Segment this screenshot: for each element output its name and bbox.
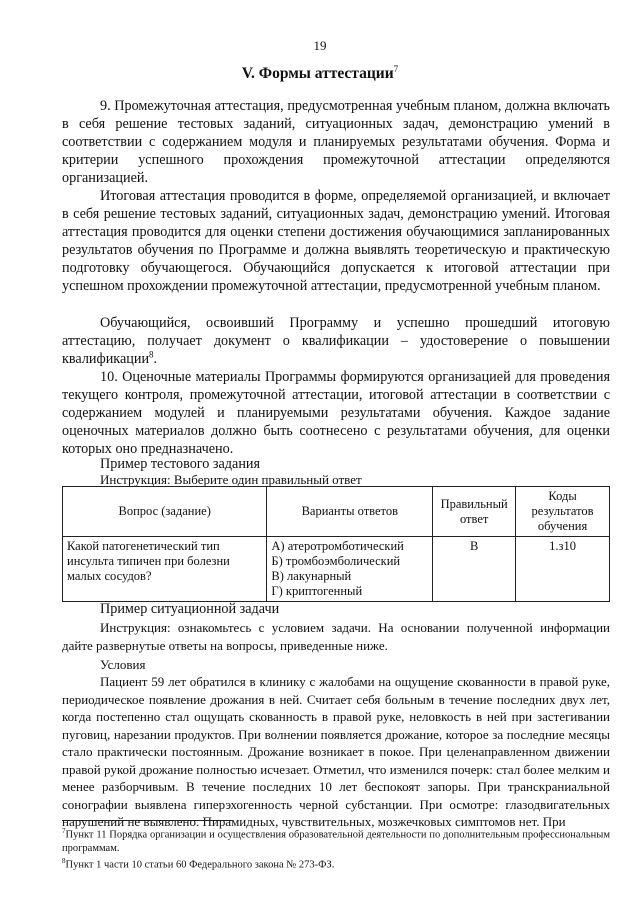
footnote-mark-7: 7 xyxy=(393,64,399,74)
test-task-table xyxy=(62,486,610,602)
paragraph-final-attestation: Итоговая аттестация проводится в форме, определяемой организацией, и включает в себя решение тестовых заданий, ситуационных задач, демонстрацию умений. Итоговая аттестация проводится для оценки степени достижения обучающимися запланированных результатов обучения по Программе и должна выявлять теоретическую и практическую подготовку обучающегося. Обучающийся допускается к итоговой аттестации при успешном прохождении промежуточной аттестации, предусмотренной учебным планом. xyxy=(62,188,610,294)
header-result-codes: Коды результатов обучения xyxy=(516,487,610,537)
section-heading-text: V. Формы аттестации xyxy=(241,65,394,83)
test-example-instruction: Инструкция: Выберите один правильный ответ xyxy=(100,472,362,487)
footnote-divider xyxy=(62,820,232,821)
page-number: 19 xyxy=(313,38,327,53)
option-b: Б) тромбоэмболический xyxy=(271,554,401,568)
cell-result-code: 1.з10 xyxy=(516,537,610,602)
cell-correct-answer: В xyxy=(433,537,516,602)
paragraph-qualification-document: Обучающийся, освоивший Программу и успешно прошедший итоговую аттестацию, получает документ о квалификации – удостоверение о повышении квалификации$^8$. xyxy=(62,315,610,367)
table-row xyxy=(63,537,610,602)
footnote-mark-8: 8 xyxy=(149,349,154,360)
section-heading xyxy=(0,64,640,83)
header-options: Варианты ответов xyxy=(267,487,433,537)
conditions-label: Условия xyxy=(100,657,146,672)
case-example-title: Пример ситуационной задачи xyxy=(100,601,280,617)
header-question: Вопрос (задание) xyxy=(63,487,267,537)
option-c: В) лакунарный xyxy=(271,569,352,583)
option-a: А) атеротромботический xyxy=(271,539,404,553)
table-header-row xyxy=(63,487,610,537)
cell-options xyxy=(267,537,433,602)
header-correct-answer: Правильный ответ xyxy=(433,487,516,537)
footnote-7: $^7$Пункт 11 Порядка организации и осуществления образовательной деятельности по дополнительным профессиональным программам. xyxy=(62,827,610,854)
case-conditions-text: Пациент 59 лет обратился в клинику с жалобами на ощущение скованности в правой руке, периодическое появление дрожания в ней. Считает себя больным в течение последних двух лет, когда постепенно стал ощущать скованность в правой руке, неловкость в ней при застегивании пуговиц, нарезании продуктов. При волнении появляется дрожание, которое за последние месяцы стало практически постоянным. Дрожание возникает в покое. При целенаправленном движении правой рукой дрожание полностью исчезает. Отметил, что изменился почерк: стал более мелким и менее разборчивым. В течение последних 10 лет беспокоят запоры. При транскраниальной сонографии выявлена гиперэхогенность черной субстанции. При осмотре: глазодвигательных нарушений не выявлено. Пирамидных, чувствительных, мозжечковых симптомов нет. При xyxy=(62,674,610,829)
paragraph-assessment-materials: 10. Оценочные материалы Программы формируются организацией для проведения текущего контроля, промежуточной аттестации, итоговой аттестации в соответствии с содержанием модулей и планируемыми результатами обучения. Каждое задание оценочных материалов должно быть соотнесено с результатами обучения, для оценки которых оно предназначено. xyxy=(62,369,610,457)
paragraph-intermediate-attestation: 9. Промежуточная аттестация, предусмотренная учебным планом, должна включать в себя решение тестовых заданий, ситуационных задач, демонстрацию умений в соответствии с содержанием модуля и планируемых результатами обучения. Форма и критерии успешного прохождения промежуточной аттестации определяются организацией. xyxy=(62,98,610,186)
cell-question: Какой патогенетический тип инсульта типичен при болезни малых сосудов? xyxy=(63,537,267,602)
option-d: Г) криптогенный xyxy=(271,584,363,598)
footnote-8: $^8$Пункт 1 части 10 статьи 60 Федерального закона № 273-ФЗ. xyxy=(62,857,335,871)
test-example-title: Пример тестового задания xyxy=(100,456,261,472)
case-example-instruction: Инструкция: ознакомьтесь с условием задачи. На основании полученной информации дайте развернутые ответы на вопросы, приведенные ниже. xyxy=(62,620,610,653)
